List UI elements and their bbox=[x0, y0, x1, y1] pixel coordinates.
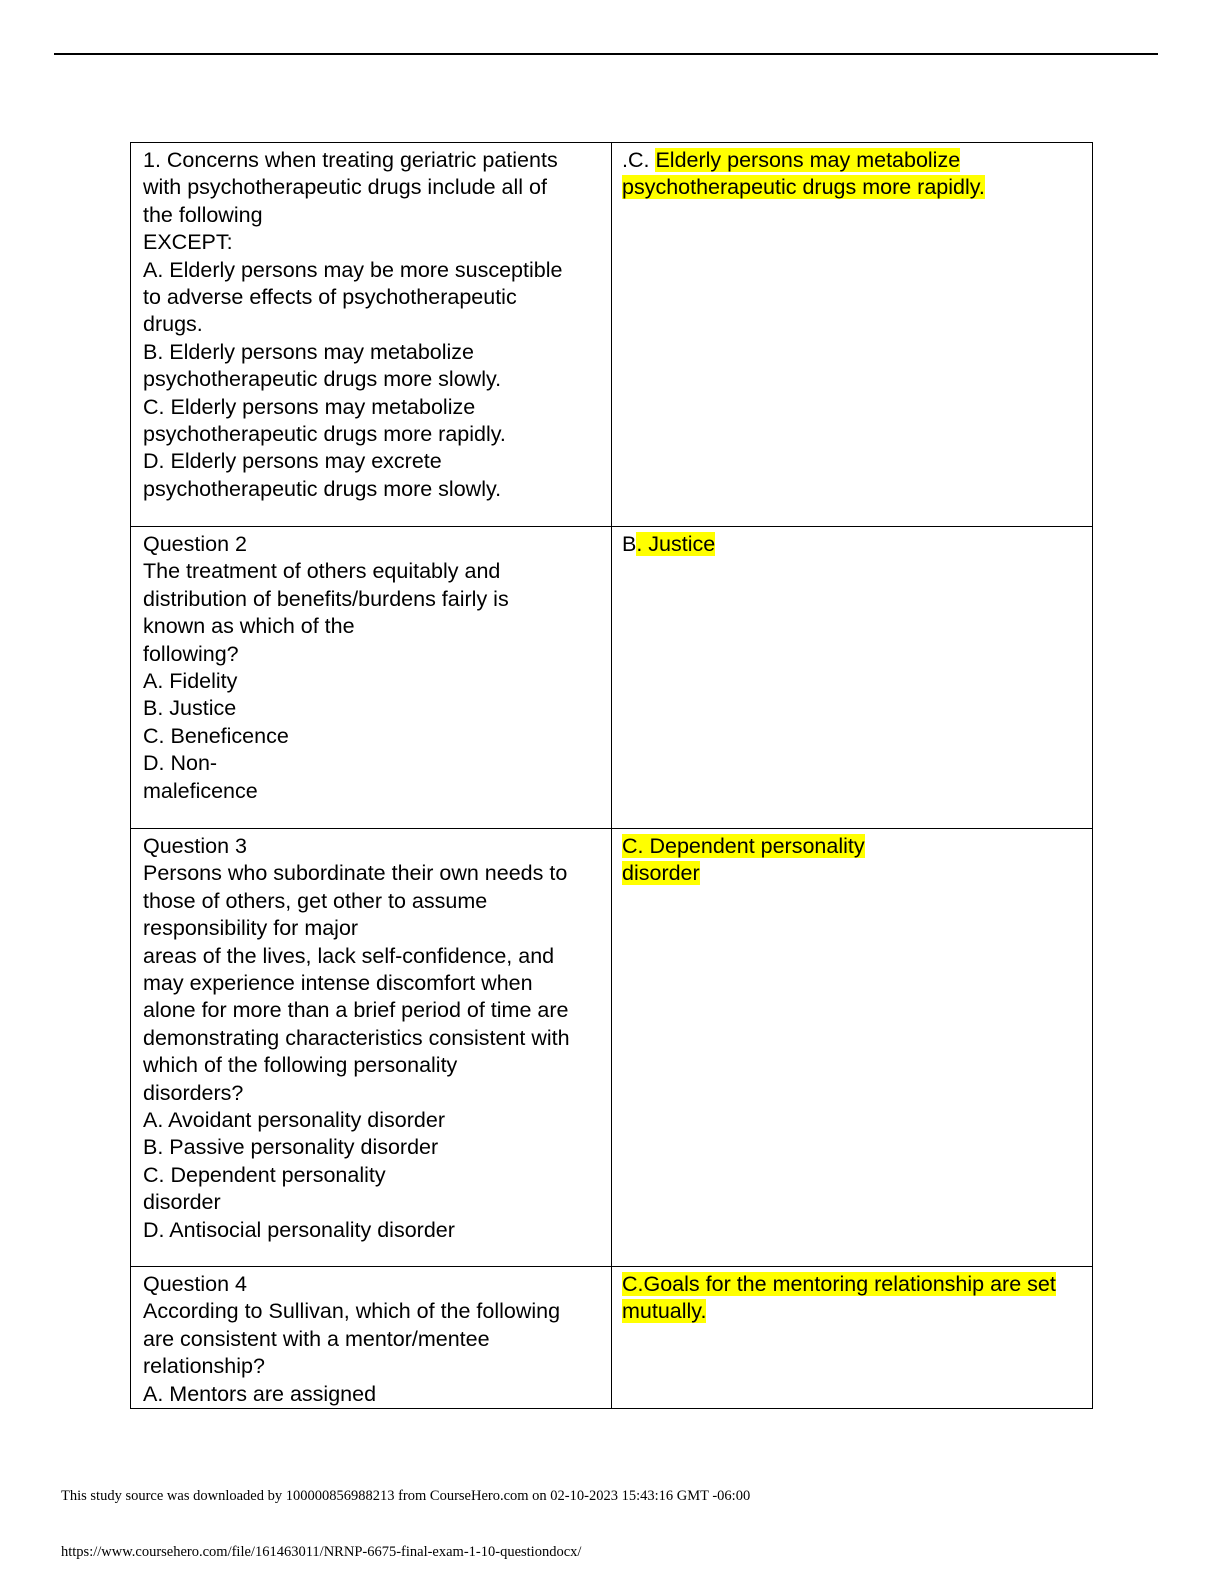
question-line: psychotherapeutic drugs more slowly. bbox=[143, 367, 502, 392]
question-line: A. Elderly persons may be more susceptible bbox=[143, 257, 563, 282]
question-cell bbox=[131, 143, 612, 527]
question-line: 1. Concerns when treating geriatric patients bbox=[143, 148, 558, 172]
question-line: may experience intense discomfort when bbox=[143, 971, 533, 996]
question-answer-table bbox=[130, 142, 1093, 1409]
question-line: psychotherapeutic drugs more rapidly. bbox=[143, 422, 506, 447]
question-cell bbox=[131, 829, 612, 1267]
question-line: B. Passive personality disorder bbox=[143, 1135, 439, 1160]
question-row bbox=[131, 829, 1093, 1267]
question-line: responsibility for major bbox=[143, 916, 359, 941]
answer-line bbox=[622, 174, 1082, 201]
question-line: following? bbox=[143, 641, 239, 666]
question-line: EXCEPT: bbox=[143, 230, 233, 255]
question-line: which of the following personality bbox=[143, 1053, 458, 1078]
question-line: B. Elderly persons may metabolize bbox=[143, 339, 475, 364]
answer-line bbox=[622, 833, 1082, 860]
question-row bbox=[131, 143, 1093, 527]
highlighted-answer-text: Elderly persons may metabolize bbox=[655, 148, 961, 172]
answer-text: B bbox=[622, 532, 637, 556]
question-line: Question 4 bbox=[143, 1272, 247, 1296]
question-line: C. Elderly persons may metabolize bbox=[143, 394, 476, 419]
highlighted-answer-text: mutually. bbox=[622, 1299, 707, 1324]
question-line: C. Dependent personality bbox=[143, 1162, 386, 1187]
answer-line bbox=[622, 531, 1082, 558]
question-line: those of others, get other to assume bbox=[143, 888, 488, 913]
highlighted-answer-text: psychotherapeutic drugs more rapidly. bbox=[622, 175, 985, 200]
highlighted-answer-text: . Justice bbox=[636, 532, 716, 556]
question-cell bbox=[131, 527, 612, 829]
answer-line bbox=[622, 1298, 1082, 1325]
question-line: B. Justice bbox=[143, 696, 237, 721]
question-line: are consistent with a mentor/mentee bbox=[143, 1326, 490, 1351]
answer-line bbox=[622, 860, 1082, 887]
question-line: maleficence bbox=[143, 778, 258, 803]
question-line: drugs. bbox=[143, 312, 203, 337]
question-line: A. Fidelity bbox=[143, 669, 238, 694]
question-line: psychotherapeutic drugs more slowly. bbox=[143, 476, 502, 501]
answer-cell bbox=[612, 143, 1093, 527]
question-line: Persons who subordinate their own needs to bbox=[143, 861, 568, 886]
question-line: to adverse effects of psychotherapeutic bbox=[143, 285, 517, 310]
source-url: https://www.coursehero.com/file/161463011/NRNP-6675-final-exam-1-10-questiondocx/ bbox=[61, 1544, 582, 1560]
question-line: known as which of the bbox=[143, 614, 355, 639]
highlighted-answer-text: C.Goals for the mentoring relationship are set bbox=[622, 1272, 1056, 1296]
answer-cell bbox=[612, 1267, 1093, 1409]
highlighted-answer-text: C. Dependent personality bbox=[622, 834, 865, 858]
header-rule bbox=[54, 53, 1158, 55]
answer-cell bbox=[612, 829, 1093, 1267]
question-line: the following bbox=[143, 202, 263, 227]
answer-line bbox=[622, 147, 1082, 174]
question-line: relationship? bbox=[143, 1354, 265, 1379]
question-line: A. Avoidant personality disorder bbox=[143, 1108, 445, 1133]
question-line: D. Elderly persons may excrete bbox=[143, 449, 442, 474]
answer-line bbox=[622, 1271, 1082, 1298]
answer-cell bbox=[612, 527, 1093, 829]
question-line: distribution of benefits/burdens fairly is bbox=[143, 586, 509, 611]
question-line: with psychotherapeutic drugs include all of bbox=[143, 175, 547, 200]
question-line: Question 2 bbox=[143, 532, 247, 556]
question-line: disorders? bbox=[143, 1080, 244, 1105]
question-line: disorder bbox=[143, 1190, 221, 1215]
question-line: A. Mentors are assigned bbox=[143, 1381, 377, 1406]
download-notice: This study source was downloaded by 100000856988213 from CourseHero.com on 02-10-2023 15:43:16 GMT -06:00 bbox=[61, 1488, 751, 1504]
question-line: areas of the lives, lack self-confidence, and bbox=[143, 943, 555, 968]
question-line: D. Non- bbox=[143, 751, 218, 776]
question-line: D. Antisocial personality disorder bbox=[143, 1217, 455, 1242]
question-line: The treatment of others equitably and bbox=[143, 559, 501, 584]
highlighted-answer-text: disorder bbox=[622, 861, 700, 886]
question-line: alone for more than a brief period of time are bbox=[143, 998, 569, 1023]
question-line: demonstrating characteristics consistent with bbox=[143, 1025, 570, 1050]
question-cell bbox=[131, 1267, 612, 1409]
question-line: According to Sullivan, which of the following bbox=[143, 1299, 561, 1324]
question-row bbox=[131, 527, 1093, 829]
answer-text: .C. bbox=[622, 148, 656, 172]
question-line: C. Beneficence bbox=[143, 723, 289, 748]
question-row bbox=[131, 1267, 1093, 1409]
question-line: Question 3 bbox=[143, 834, 247, 858]
